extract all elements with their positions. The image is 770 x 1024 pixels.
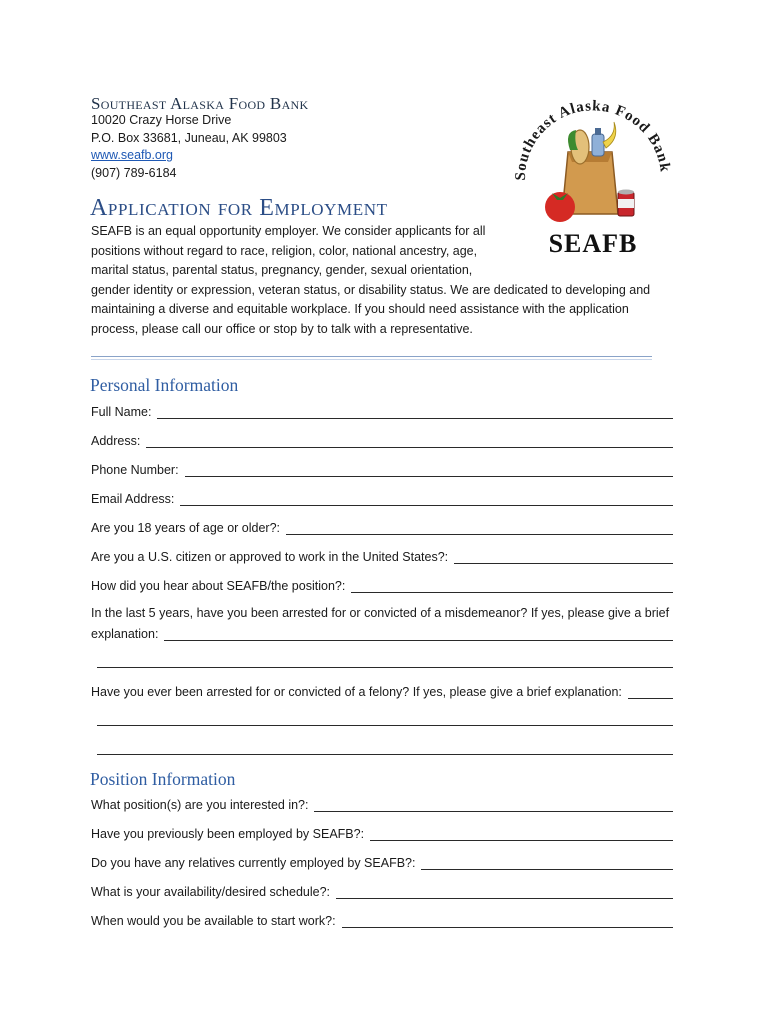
full-name-label: Full Name: <box>91 405 152 419</box>
felony-extra-line-2[interactable] <box>97 754 673 755</box>
start-date-line[interactable] <box>342 915 673 928</box>
availability-line[interactable] <box>336 886 673 899</box>
age-line[interactable] <box>286 522 673 535</box>
email-field[interactable] <box>91 488 673 506</box>
relatives-field[interactable] <box>91 852 673 870</box>
misdemeanor-label: explanation: <box>91 627 159 641</box>
tomato-icon <box>545 192 575 222</box>
misdemeanor-question: In the last 5 years, have you been arrested for or convicted of a misdemeanor? If yes, please give a brief <box>91 606 670 620</box>
previous-employment-line[interactable] <box>370 828 673 841</box>
logo-arc-text: Southeast Alaska Food Bank <box>512 98 673 181</box>
position-info-heading: Position Information <box>90 769 236 789</box>
address-label: Address: <box>91 434 141 448</box>
position-interest-label: What position(s) are you interested in?: <box>91 798 309 812</box>
position-interest-line[interactable] <box>314 799 673 812</box>
phone-line[interactable] <box>185 464 673 477</box>
felony-extra-line-1[interactable] <box>97 725 673 726</box>
previous-employment-label: Have you previously been employed by SEAFB?: <box>91 827 365 841</box>
relatives-line[interactable] <box>421 857 673 870</box>
section-divider <box>91 356 652 357</box>
phone-label: Phone Number: <box>91 463 179 477</box>
position-interest-field[interactable] <box>91 794 673 812</box>
logo-acronym: SEAFB <box>548 229 638 258</box>
felony-line[interactable] <box>628 686 673 699</box>
can-icon <box>618 190 634 217</box>
citizen-line[interactable] <box>454 551 673 564</box>
full-name-line[interactable] <box>157 406 673 419</box>
citizen-label: Are you a U.S. citizen or approved to work in the United States?: <box>91 550 449 564</box>
address-line-1: 10020 Crazy Horse Drive <box>91 113 232 127</box>
age-field[interactable] <box>91 517 673 535</box>
heard-about-line[interactable] <box>351 580 673 593</box>
full-name-field[interactable] <box>91 401 673 419</box>
page-title: Application for Employment <box>90 195 388 221</box>
misdemeanor-line[interactable] <box>164 628 673 641</box>
phone-field[interactable] <box>91 459 673 477</box>
email-label: Email Address: <box>91 492 175 506</box>
phone-number: (907) 789-6184 <box>91 166 177 180</box>
availability-field[interactable] <box>91 881 673 899</box>
start-date-label: When would you be available to start work?: <box>91 914 336 928</box>
intro-text-2: gender identity or expression, veteran status, or disability status. We are dedicated to developing and maintaining a diverse and equitable workplace. If you should need assistance with the application process, please call our office or stop by to talk with a representative. <box>91 282 651 336</box>
felony-field[interactable] <box>91 681 673 699</box>
availability-label: What is your availability/desired schedule?: <box>91 885 331 899</box>
heard-about-field[interactable] <box>91 575 673 593</box>
citizen-field[interactable] <box>91 546 673 564</box>
misdemeanor-extra-line[interactable] <box>97 667 673 668</box>
personal-info-heading: Personal Information <box>90 375 239 395</box>
address-line[interactable] <box>146 435 673 448</box>
felony-label: Have you ever been arrested for or convicted of a felony? If yes, please give a brief explanation: <box>91 685 622 699</box>
address-field[interactable] <box>91 430 673 448</box>
address-line-2: P.O. Box 33681, Juneau, AK 99803 <box>91 131 287 145</box>
section-divider-shadow <box>91 359 652 360</box>
website-link[interactable]: www.seafb.org <box>91 148 173 162</box>
intro-text-1: SEAFB is an equal opportunity employer. We consider applicants for all positions without regard to race, religion, color, national ancestry, age, marital status, parental status, pregnancy, gender, sexual orientation, <box>91 224 486 277</box>
age-label: Are you 18 years of age or older?: <box>91 521 281 535</box>
org-name: Southeast Alaska Food Bank <box>91 94 309 113</box>
email-line[interactable] <box>180 493 673 506</box>
previous-employment-field[interactable] <box>91 823 673 841</box>
intro-paragraph <box>91 222 671 339</box>
relatives-label: Do you have any relatives currently employed by SEAFB?: <box>91 856 416 870</box>
misdemeanor-field[interactable] <box>91 623 673 641</box>
heard-about-label: How did you hear about SEAFB/the position?: <box>91 579 346 593</box>
start-date-field[interactable] <box>91 910 673 928</box>
